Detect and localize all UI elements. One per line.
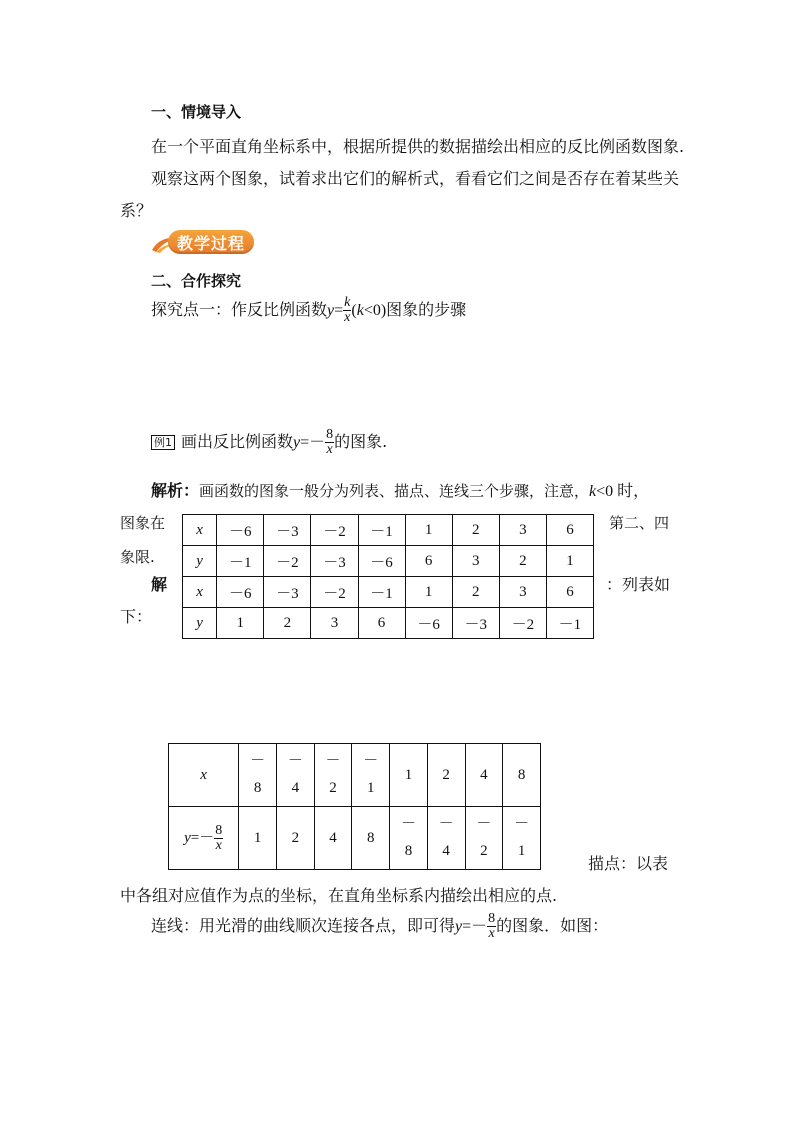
connect-y: y — [455, 918, 463, 935]
explore-fraction-den: x — [344, 310, 351, 325]
connect-line — [151, 912, 608, 941]
connect-text-1: 连线：用光滑的曲线顺次连接各点，即可得 — [151, 916, 456, 935]
table1-cell: 2 — [499, 546, 546, 577]
table1-row — [183, 515, 594, 546]
table1-cell: －6 — [405, 608, 452, 639]
table1-cell: －6 — [358, 546, 405, 577]
explore-eq: = — [334, 302, 344, 319]
table1-cell: －1 — [358, 577, 405, 608]
table2-x-label: x — [169, 744, 239, 807]
connect-fraction-den: x — [488, 926, 495, 941]
explore-suffix: 图象的步骤 — [386, 300, 467, 319]
connect-fraction — [487, 912, 496, 941]
analysis-left-2: 象限. — [120, 548, 155, 566]
value-table-2 — [168, 743, 541, 870]
table2-x-cell: 1 — [390, 744, 428, 807]
intro-paragraph-line1: 在一个平面直角坐标系中，根据所提供的数据描绘出相应的反比例函数图象. — [151, 137, 685, 156]
table2-y-cell: 1 — [239, 807, 277, 870]
value-table-1 — [182, 514, 594, 639]
table1-cell: 6 — [546, 577, 593, 608]
table1-cell: 3 — [311, 608, 358, 639]
table1-cell: －2 — [311, 515, 358, 546]
analysis-line1 — [151, 478, 649, 501]
table1-cell: 1 — [405, 577, 452, 608]
solution-right: ：列表如 — [606, 575, 671, 594]
table1-cell: 1 — [217, 608, 264, 639]
table1-cell: －2 — [264, 546, 311, 577]
plot-text-right: 描点：以表 — [588, 854, 669, 873]
solution-left: 解 — [151, 575, 168, 594]
table1-cell: －2 — [311, 577, 358, 608]
analysis-left-1: 图象在 — [120, 514, 166, 532]
table2-x-cell: － 1 — [352, 744, 390, 807]
badge-label: 教学过程 — [168, 230, 254, 254]
table1-cell: 3 — [499, 577, 546, 608]
table1-cell: －6 — [217, 577, 264, 608]
table1-cell: －3 — [452, 608, 499, 639]
table1-row-label: x — [183, 515, 217, 546]
example-tag: 例1 — [151, 435, 175, 450]
table1-cell: 1 — [405, 515, 452, 546]
explore-prefix: 探究点一：作反比例函数 — [151, 300, 328, 319]
intro-paragraph-line2: 观察这两个图象，试着求出它们的解析式，看看它们之间是否存在着某些关 — [151, 169, 680, 188]
analysis-right-1: 第二、四 — [609, 514, 670, 532]
connect-fraction-num: 8 — [488, 911, 496, 926]
explore-fraction-num: k — [344, 295, 351, 310]
table1-row — [183, 608, 594, 639]
table2-y-cell: 4 — [314, 807, 352, 870]
table1-cell: 2 — [452, 515, 499, 546]
explore-point-title — [151, 296, 466, 325]
explore-cond-k: k — [356, 302, 364, 319]
example-fraction — [325, 428, 334, 457]
table1-row — [183, 546, 594, 577]
table2-x-cell: 2 — [427, 744, 465, 807]
connect-text-2: 的图象．如图： — [496, 916, 609, 935]
example-text-2: 的图象. — [334, 432, 388, 451]
table1-cell: －6 — [217, 515, 264, 546]
analysis-k: k — [589, 483, 597, 500]
section-heading-intro: 一、情境导入 — [151, 103, 242, 121]
example-fraction-den: x — [326, 442, 333, 457]
table1-row-label: x — [183, 577, 217, 608]
table2-y-cell: 2 — [276, 807, 314, 870]
table1-cell: －3 — [264, 577, 311, 608]
table1-cell: －3 — [264, 515, 311, 546]
table1-cell: －2 — [499, 608, 546, 639]
example-fraction-num: 8 — [326, 427, 334, 442]
analysis-text-b: <0 时， — [596, 483, 650, 500]
table1-cell: 6 — [358, 608, 405, 639]
table1-row-label: y — [183, 546, 217, 577]
table2-x-cell: － 4 — [276, 744, 314, 807]
table2-y-cell: － 1 — [503, 807, 541, 870]
table2-y-cell: － 2 — [465, 807, 503, 870]
table2-y-label: y=－ $\frac{8}{x}$ — [169, 807, 239, 870]
explore-cond-rest: <0) — [363, 302, 387, 319]
analysis-label: 解析： — [151, 481, 200, 500]
table2-y-cell: － 4 — [427, 807, 465, 870]
connect-eq: =－ — [462, 918, 488, 935]
table2-x-cell: － 2 — [314, 744, 352, 807]
analysis-text-a: 画函数的图象一般分为列表、描点、连线三个步骤，注意， — [199, 482, 590, 500]
example-text-1: 画出反比例函数 — [181, 432, 294, 451]
example-eq: =－ — [300, 434, 326, 451]
section-heading-explore: 二、合作探究 — [151, 272, 242, 290]
solution-left-2: 下： — [120, 607, 153, 626]
table1-cell: －3 — [311, 546, 358, 577]
table2-x-cell: 4 — [465, 744, 503, 807]
explore-y: y — [327, 302, 335, 319]
plot-text-next: 中各组对应值作为点的坐标，在直角坐标系内描绘出相应的点. — [120, 886, 558, 905]
example-1 — [151, 428, 387, 457]
table2-y-cell: － 8 — [390, 807, 428, 870]
table1-cell: 2 — [264, 608, 311, 639]
table1-row-label: y — [183, 608, 217, 639]
table1-cell: 6 — [405, 546, 452, 577]
table2-x-cell: － 8 — [239, 744, 277, 807]
table1-cell: 3 — [499, 515, 546, 546]
explore-cond-open: ( — [351, 302, 357, 319]
table1-cell: －1 — [217, 546, 264, 577]
table1-cell: 1 — [546, 546, 593, 577]
table1-cell: －1 — [546, 608, 593, 639]
intro-paragraph-line3: 系？ — [120, 201, 153, 220]
table1-cell: 3 — [452, 546, 499, 577]
example-y: y — [293, 434, 301, 451]
table1-row — [183, 577, 594, 608]
table1-cell: 6 — [546, 515, 593, 546]
table2-y-cell: 8 — [352, 807, 390, 870]
table1-cell: 2 — [452, 577, 499, 608]
table2-x-cell: 8 — [503, 744, 541, 807]
table1-cell: －1 — [358, 515, 405, 546]
